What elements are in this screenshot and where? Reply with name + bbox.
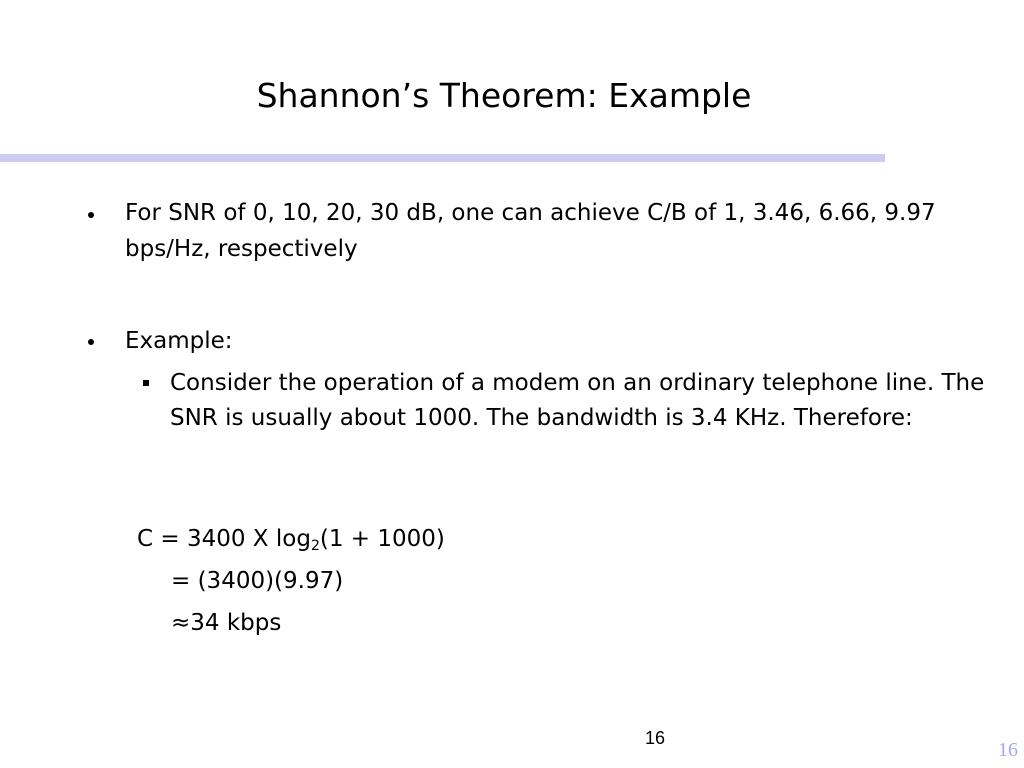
bullet-dot-2: [88, 339, 94, 345]
formula-line-1-prefix: C = 3400 X log: [137, 526, 311, 552]
title-underline-bar: [0, 154, 885, 162]
formula-line-1: [137, 522, 445, 556]
formula-line-3: ≈34 kbps: [171, 610, 282, 636]
bullet-1-text: For SNR of 0, 10, 20, 30 dB, one can achieve C/B of 1, 3.46, 6.66, 9.97 bps/Hz, respectively: [125, 200, 936, 262]
formula-line-1-suffix: (1 + 1000): [319, 526, 445, 552]
log-base-subscript: 2: [310, 538, 320, 554]
sub-bullet-text: Consider the operation of a modem on an ordinary telephone line. The SNR is usually about 1000. The bandwidth is 3.4 KHz. Therefore:: [170, 370, 985, 431]
bullet-dot-1: [88, 212, 94, 218]
corner-page-number: 16: [998, 739, 1018, 761]
sub-bullet-square: [143, 380, 149, 386]
bullet-2-text: Example:: [125, 328, 233, 354]
formula-line-2: = (3400)(9.97): [171, 568, 344, 594]
slide-title: Shannon’s Theorem: Example: [256, 76, 752, 115]
page-number: 16: [644, 728, 666, 748]
